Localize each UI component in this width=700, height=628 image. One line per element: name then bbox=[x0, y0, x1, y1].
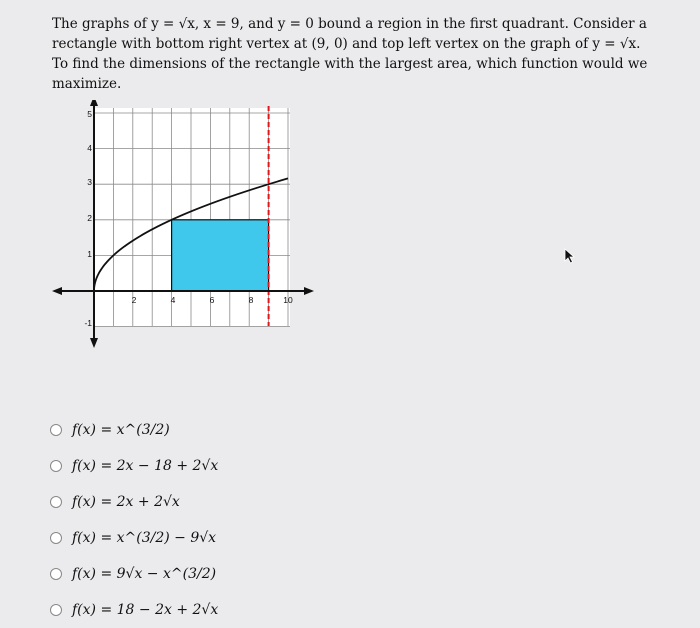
question-line-1: The graphs of y = √x, x = 9, and y = 0 bound a region in the first quadrant. Consider a bbox=[52, 16, 647, 32]
radio-unselected-icon[interactable] bbox=[50, 496, 62, 508]
radio-unselected-icon[interactable] bbox=[50, 568, 62, 580]
x-tick-label: 2 bbox=[131, 295, 137, 305]
answer-option-6[interactable] bbox=[50, 592, 218, 628]
radio-unselected-icon[interactable] bbox=[50, 424, 62, 436]
x-tick-label: 8 bbox=[248, 295, 254, 305]
answer-option-label: f(x) = 9√x − x^(3/2) bbox=[72, 566, 217, 582]
answer-option-4[interactable] bbox=[50, 520, 218, 556]
x-tick-label: 10 bbox=[283, 295, 293, 305]
x-axis-arrow-right bbox=[304, 287, 314, 295]
radio-unselected-icon[interactable] bbox=[50, 532, 62, 544]
y-tick-label: -1 bbox=[84, 318, 92, 328]
answer-option-label: f(x) = 18 − 2x + 2√x bbox=[72, 602, 219, 618]
question-line-3: To find the dimensions of the rectangle with the largest area, which function would we maximize. bbox=[52, 56, 648, 92]
radio-unselected-icon[interactable] bbox=[50, 604, 62, 616]
y-tick-label: 5 bbox=[87, 109, 92, 119]
graph-background bbox=[94, 108, 290, 326]
radio-unselected-icon[interactable] bbox=[50, 460, 62, 472]
answer-option-label: f(x) = x^(3/2) − 9√x bbox=[72, 530, 217, 546]
answer-option-label: f(x) = 2x + 2√x bbox=[72, 494, 180, 510]
x-tick-label: 4 bbox=[170, 295, 176, 305]
y-axis-arrow-up bbox=[90, 100, 98, 106]
answer-options bbox=[50, 412, 218, 628]
answer-option-3[interactable] bbox=[50, 484, 218, 520]
y-tick-label: 2 bbox=[87, 213, 92, 223]
x-axis-arrow-left bbox=[52, 287, 62, 295]
y-axis-arrow-down bbox=[90, 338, 98, 348]
answer-option-label: f(x) = x^(3/2) bbox=[72, 422, 170, 438]
question-line-2: rectangle with bottom right vertex at (9, 0) and top left vertex on the graph of y = √x. bbox=[52, 36, 641, 52]
mouse-pointer-icon bbox=[564, 248, 576, 264]
answer-option-1[interactable] bbox=[50, 412, 218, 448]
y-tick-label: 4 bbox=[87, 143, 92, 153]
answer-option-2[interactable] bbox=[50, 448, 218, 484]
graph bbox=[48, 100, 318, 352]
y-tick-label: 1 bbox=[87, 249, 92, 259]
answer-option-label: f(x) = 2x − 18 + 2√x bbox=[72, 458, 219, 474]
x-tick-label: 6 bbox=[209, 295, 215, 305]
y-tick-label: 3 bbox=[87, 177, 92, 187]
inscribed-rectangle bbox=[172, 220, 269, 291]
answer-option-5[interactable] bbox=[50, 556, 218, 592]
question-text bbox=[52, 14, 682, 94]
